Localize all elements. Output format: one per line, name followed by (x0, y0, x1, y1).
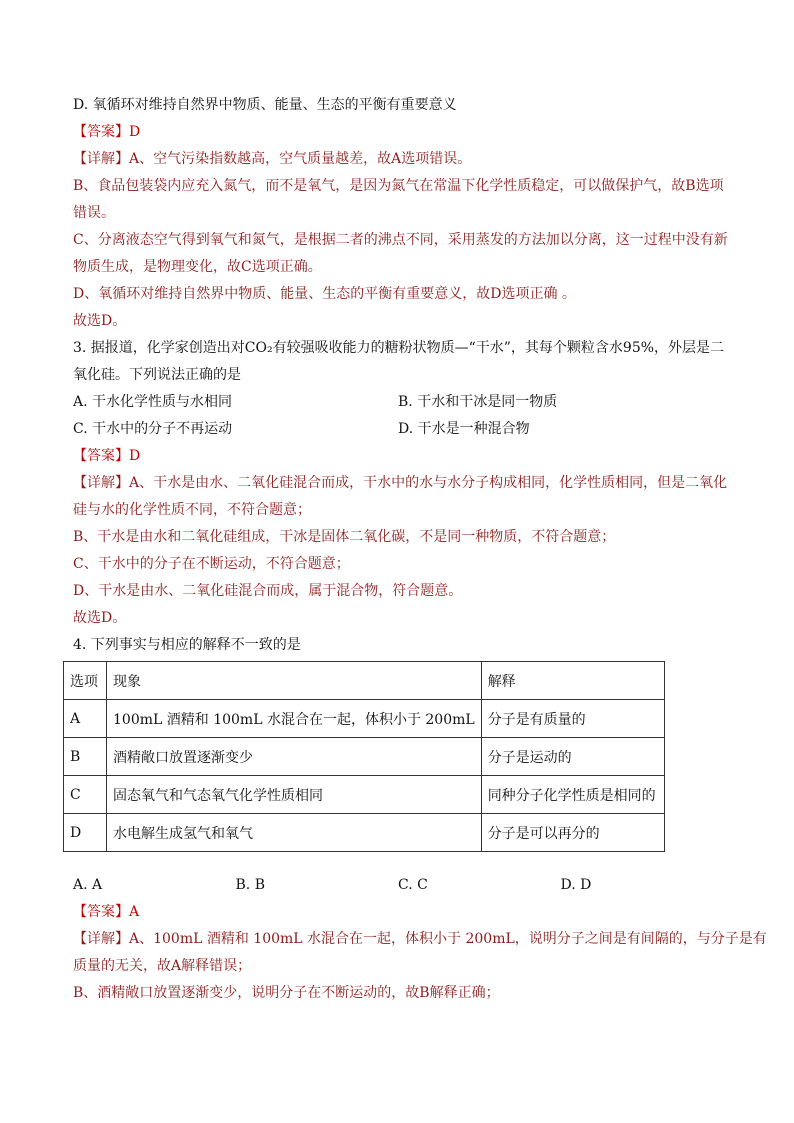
question-line: 3. 据报道，化学家创造出对CO₂有较强吸收能力的糖粉状物质—“干水”，其每个颗粒含水95%，外层是二 (73, 340, 725, 356)
document-page (70, 92, 767, 1007)
explanation-line: 质量的无关，故A解释错误； (73, 958, 252, 974)
explanation-line: 错误。 (73, 205, 115, 221)
explanation-line: 【详解】A、干水是由水、二氧化硅混合而成，干水中的水与水分子构成相同，化学性质相同，但是二氧化 (73, 475, 728, 491)
option-item: C. C (398, 877, 428, 893)
explanation-line: 故选D。 (73, 610, 127, 626)
explanation-line: 物质生成，是物理变化，故C选项正确。 (73, 259, 322, 275)
question-4-table (63, 661, 665, 852)
explanation-line: D、干水是由水、二氧化硅混合而成，属于混合物，符合题意。 (73, 583, 463, 599)
option-row (73, 389, 723, 416)
explanation-line: B、食品包装袋内应充入氮气，而不是氧气，是因为氮气在常温下化学性质稳定，可以做保护气，故B选项 (73, 178, 724, 194)
table-cell: C (64, 776, 107, 814)
question-line: D. 氧循环对维持自然界中物质、能量、生态的平衡有重要意义 (73, 97, 457, 113)
explanation-line: C、分离液态空气得到氧气和氮气，是根据二者的沸点不同，采用蒸发的方法加以分离，这一过程中没有新 (73, 232, 728, 248)
explanation-line: 故选D。 (73, 313, 127, 329)
question-line: 氧化硅。下列说法正确的是 (73, 367, 241, 383)
explanation-line: 硅与水的化学性质不同，不符合题意； (73, 502, 311, 518)
question-3-options (73, 389, 723, 443)
table-cell: D (64, 814, 107, 852)
explanation-line: B、酒精敞口放置逐渐变少，说明分子在不断运动的，故B解释正确； (73, 985, 500, 1001)
explanation-line: 【详解】A、100mL 酒精和 100mL 水混合在一起，体积小于 200mL，说明分子之间是有间隔的，与分子是有 (73, 931, 767, 947)
table-cell: A (64, 700, 107, 738)
table-header-cell: 解释 (481, 662, 664, 700)
option-row (73, 416, 723, 443)
table-row (64, 738, 665, 776)
answer-line: 【答案】D (73, 124, 141, 140)
text-block-mid (73, 443, 728, 659)
table-row (64, 814, 665, 852)
table-header-row (64, 662, 665, 700)
question-line: 4. 下列事实与相应的解释不一致的是 (73, 637, 301, 653)
table-row (64, 776, 665, 814)
explanation-line: 【详解】A、空气污染指数越高，空气质量越差，故A选项错误。 (73, 151, 472, 167)
option-item: B. 干水和干冰是同一物质 (398, 394, 558, 410)
text-block-after (73, 899, 767, 1007)
table-header-cell: 选项 (64, 662, 107, 700)
table-cell: 同种分子化学性质是相同的 (481, 776, 664, 814)
explanation-line: D、氧循环对维持自然界中物质、能量、生态的平衡有重要意义，故D选项正确 。 (73, 286, 576, 302)
table-cell: 水电解生成氢气和氧气 (107, 814, 482, 852)
option-item: D. 干水是一种混合物 (398, 421, 530, 437)
text-block-before (73, 92, 728, 389)
table-header-cell: 现象 (107, 662, 482, 700)
option-item: D. D (560, 877, 592, 893)
table-cell: 100mL 酒精和 100mL 水混合在一起，体积小于 200mL (107, 700, 482, 738)
table-cell: 固态氧气和气态氧气化学性质相同 (107, 776, 482, 814)
table-cell: 分子是有质量的 (481, 700, 664, 738)
option-item: A. 干水化学性质与水相同 (73, 394, 233, 410)
option-item: B. B (235, 877, 265, 893)
table-cell: 分子是运动的 (481, 738, 664, 776)
table-row (64, 700, 665, 738)
explanation-line: B、干水是由水和二氧化硅组成，干冰是固体二氧化碳，不是同一种物质，不符合题意； (73, 529, 616, 545)
answer-line: 【答案】D (73, 448, 141, 464)
table-cell: 分子是可以再分的 (481, 814, 664, 852)
question-4-options (73, 872, 723, 899)
answer-line: 【答案】A (73, 904, 140, 920)
explanation-line: C、干水中的分子在不断运动，不符合题意； (73, 556, 350, 572)
option-item: A. A (73, 877, 103, 893)
table-cell: 酒精敞口放置逐渐变少 (107, 738, 482, 776)
option-item: C. 干水中的分子不再运动 (73, 421, 233, 437)
table-cell: B (64, 738, 107, 776)
